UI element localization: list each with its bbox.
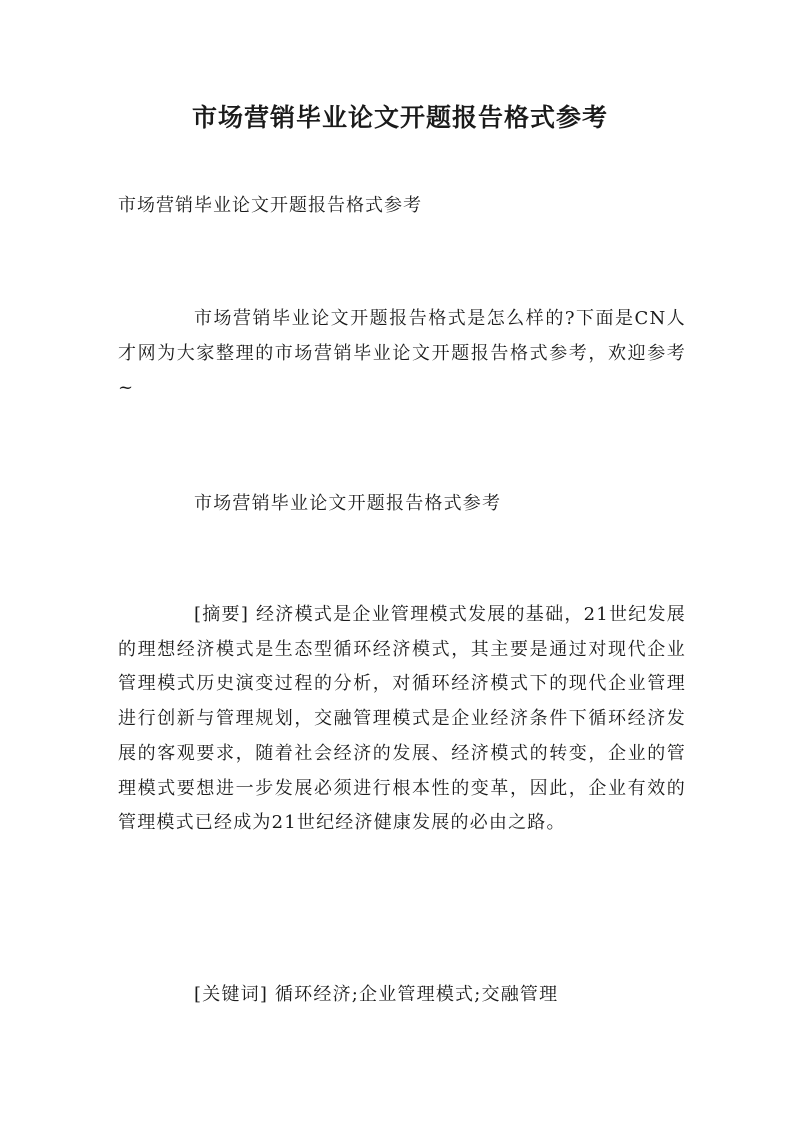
keywords-line: [关键词] 循环经济;企业管理模式;交融管理 bbox=[194, 984, 559, 1005]
document-subtitle: 市场营销毕业论文开题报告格式参考 bbox=[118, 195, 422, 216]
abstract-paragraph: [摘要] 经济模式是企业管理模式发展的基础，21世纪发展的理想经济模式是生态型循环经济模式，其主要是通过对现代企业管理模式历史演变过程的分析，对循环经济模式下的现代企业管理进行创新与管理规划，交融管理模式是企业经济条件下循环经济发展的客观要求，随着社会经济的发展、经济模式的转变，企业的管理模式要想进一步发展必须进行根本性的变革，因此，企业有效的管理模式已经成为21世纪经济健康发展的必由之路。 bbox=[118, 604, 686, 834]
document-title: 市场营销毕业论文开题报告格式参考 bbox=[191, 103, 608, 132]
intro-paragraph: 市场营销毕业论文开题报告格式是怎么样的?下面是CN人才网为大家整理的市场营销毕业论文开题报告格式参考，欢迎参考~ bbox=[118, 308, 686, 399]
section-heading: 市场营销毕业论文开题报告格式参考 bbox=[194, 493, 502, 514]
